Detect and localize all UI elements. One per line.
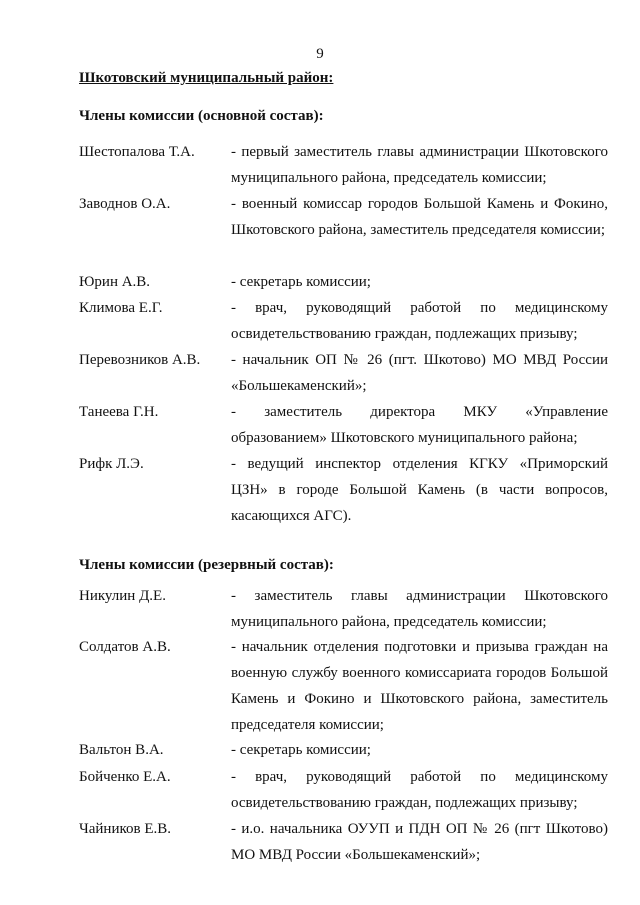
member-name: Юрин А.В. [79, 274, 151, 290]
member-name: Чайников Е.В. [79, 821, 172, 837]
member-role: - врач, руководящий работой по медицинскому освидетельствованию граждан, подлежащих призыву; [231, 300, 608, 342]
member-role: - ведущий инспектор отделения КГКУ «Приморский ЦЗН» в городе Большой Камень (в части вопросов, касающихся АГС). [231, 456, 608, 524]
member-role: - заместитель главы администрации Шкотовского муниципального района, председатель комиссии; [231, 588, 608, 630]
member-name: Вальтон В.А. [79, 742, 164, 758]
member-role: - секретарь комиссии; [231, 274, 371, 290]
member-name: Шестопалова Т.А. [79, 144, 195, 160]
member-name: Перевозников А.В. [79, 352, 201, 368]
member-name: Заводнов О.А. [79, 196, 171, 212]
member-role: - начальник отделения подготовки и призыва граждан на военную службу военного комиссариата городов Большой Камень и Фокино и Шкотовского района, заместитель председателя комиссии; [231, 639, 608, 733]
member-role: - врач, руководящий работой по медицинскому освидетельствованию граждан, подлежащих призыву; [231, 769, 608, 811]
member-role: - и.о. начальника ОУУП и ПДН ОП № 26 (пгт Шкотово) МО МВД России «Большекаменский»; [231, 821, 608, 863]
member-name: Никулин Д.Е. [79, 588, 166, 604]
member-name: Рифк Л.Э. [79, 456, 144, 472]
member-role: - военный комиссар городов Большой Камень и Фокино, Шкотовского района, заместитель председателя комиссии; [231, 196, 608, 238]
member-role: - секретарь комиссии; [231, 742, 371, 758]
member-role: - заместитель директора МКУ «Управление образованием» Шкотовского муниципального района; [231, 404, 608, 446]
member-name: Бойченко Е.А. [79, 769, 171, 785]
member-name: Солдатов А.В. [79, 639, 171, 655]
district-title: Шкотовский муниципальный район: [79, 70, 334, 86]
member-role: - начальник ОП № 26 (пгт. Шкотово) МО МВД России «Большекаменский»; [231, 352, 608, 394]
member-name: Танеева Г.Н. [79, 404, 159, 420]
member-name: Климова Е.Г. [79, 300, 163, 316]
member-role: - первый заместитель главы администрации Шкотовского муниципального района, председатель комиссии; [231, 144, 608, 186]
reserve-section-title: Члены комиссии (резервный состав): [79, 557, 334, 573]
main-section-title: Члены комиссии (основной состав): [79, 108, 324, 124]
page-number: 9 [316, 46, 324, 62]
